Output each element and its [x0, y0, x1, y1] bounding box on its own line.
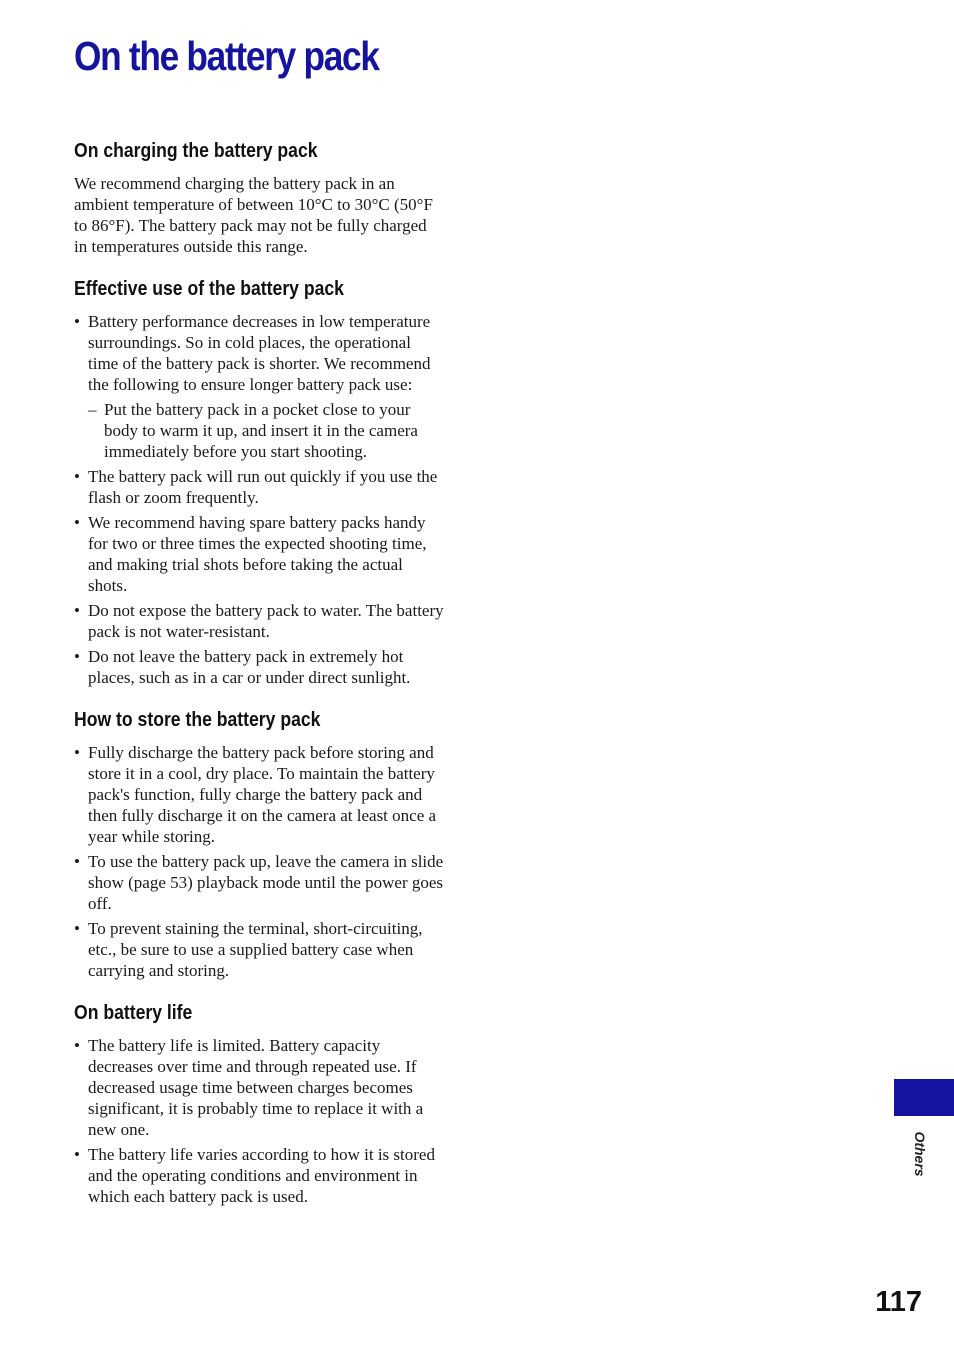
page-number: 117 — [875, 1286, 922, 1318]
section-heading: On charging the battery pack — [74, 140, 318, 162]
sub-list-item: – Put the battery pack in a pocket close to your body to warm it up, and insert it in the camera immediately before you start shooting. — [88, 399, 444, 462]
list-item: • We recommend having spare battery packs handy for two or three times the expected shooting time, and making trial shots before taking the actual shots. — [74, 512, 444, 596]
list-item: • The battery pack will run out quickly if you use the flash or zoom frequently. — [74, 466, 444, 508]
list-item — [74, 311, 444, 462]
content-column — [74, 137, 444, 1207]
section-effective-use — [74, 275, 444, 688]
list-item: • Do not expose the battery pack to water. The battery pack is not water-resistant. — [74, 600, 444, 642]
sub-list — [88, 399, 444, 462]
list-item: • To use the battery pack up, leave the camera in slide show (page 53) playback mode until the power goes off. — [74, 851, 444, 914]
chapter-label-text: Others — [912, 1131, 928, 1177]
section-storage — [74, 706, 444, 981]
list-item: • To prevent staining the terminal, short-circuiting, etc., be sure to use a supplied battery case when carrying and storing. — [74, 918, 444, 981]
paragraph: We recommend charging the battery pack in an ambient temperature of between 10°C to 30°C (50°F to 86°F). The battery pack may not be fully charged in temperatures outside this range. — [74, 174, 433, 256]
bullet-list — [74, 742, 444, 981]
list-item: • The battery life is limited. Battery capacity decreases over time and through repeated use. If decreased usage time between charges becomes significant, it is probably time to replace it with a new one. — [74, 1035, 444, 1140]
bullet-list — [74, 1035, 444, 1207]
list-item-text: Battery performance decreases in low temperature surroundings. So in cold places, the operational time of the battery pack is shorter. We recommend the following to ensure longer battery pack use: — [88, 312, 431, 394]
chapter-tab-marker — [894, 1079, 954, 1116]
list-item: • The battery life varies according to how it is stored and the operating conditions and environment in which each battery pack is used. — [74, 1144, 444, 1207]
page-title: On the battery pack — [74, 33, 379, 79]
section-heading: Effective use of the battery pack — [74, 278, 344, 300]
bullet-list — [74, 311, 444, 688]
section-heading: On battery life — [74, 1002, 193, 1024]
chapter-label — [913, 1128, 927, 1180]
section-battery-life — [74, 999, 444, 1207]
section-heading: How to store the battery pack — [74, 709, 321, 731]
list-item: • Fully discharge the battery pack before storing and store it in a cool, dry place. To maintain the battery pack's function, fully charge the battery pack and then fully discharge it on the camera at least once a year while storing. — [74, 742, 444, 847]
list-item: • Do not leave the battery pack in extremely hot places, such as in a car or under direct sunlight. — [74, 646, 444, 688]
section-charging — [74, 137, 444, 257]
